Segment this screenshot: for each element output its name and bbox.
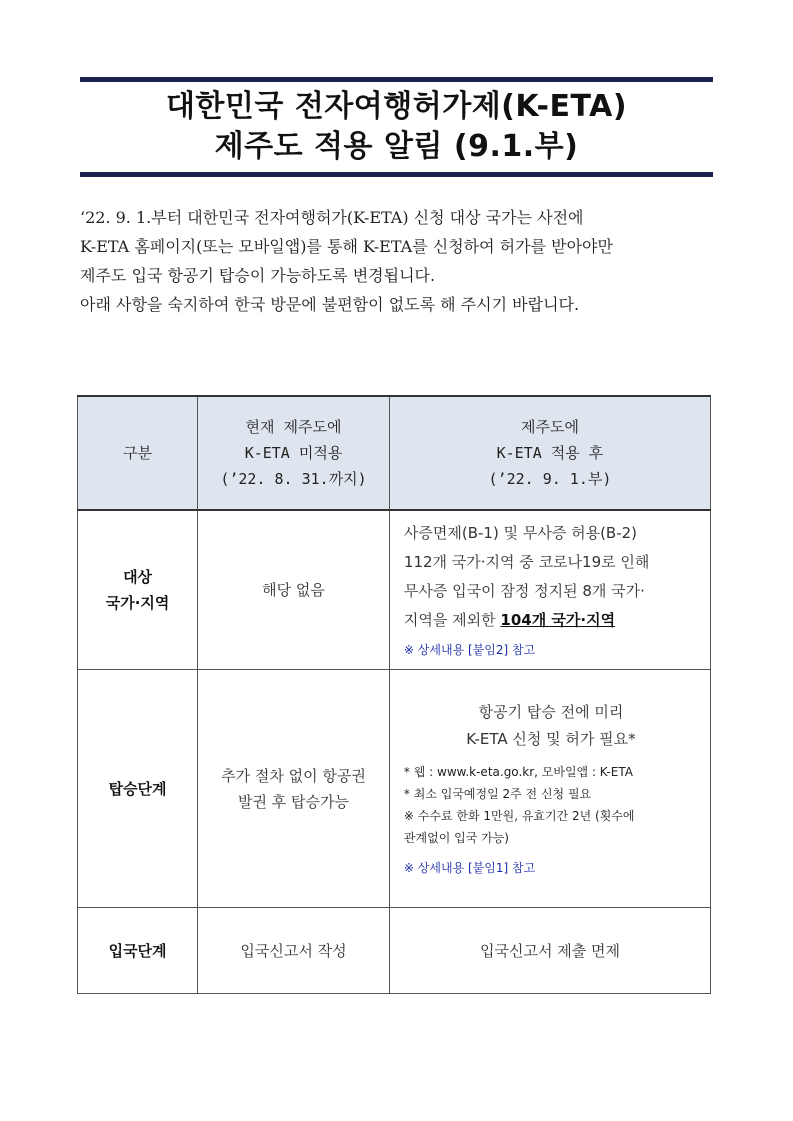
title-block bbox=[80, 77, 713, 177]
attachment1-note: ※ 상세내용 [붙임1] 참고 bbox=[403, 860, 536, 875]
header-line: (’22. 8. 31.까지) bbox=[220, 470, 367, 488]
boarding-current-line: 발권 후 탑승가능 bbox=[238, 792, 349, 811]
intro-line: 제주도 입국 항공기 탑승이 가능하도록 변경됩니다. bbox=[80, 266, 436, 285]
row-label-entry: 입국단계 bbox=[78, 908, 198, 994]
boarding-fee-info: ※ 수수료 한화 1만원, 유효기간 2년 (횟수에 bbox=[403, 808, 635, 823]
header-line: K-ETA 미적용 bbox=[244, 444, 343, 462]
table-header-row bbox=[78, 396, 711, 510]
header-line: (’22. 9. 1.부) bbox=[488, 470, 612, 488]
boarding-apply-deadline: * 최소 입국예정일 2주 전 신청 필요 bbox=[403, 786, 592, 801]
header-current bbox=[198, 396, 390, 510]
table-row-boarding bbox=[78, 670, 711, 908]
boarding-after-main-line: K-ETA 신청 및 허가 필요* bbox=[466, 729, 636, 748]
header-after bbox=[389, 396, 710, 510]
comparison-table bbox=[77, 395, 711, 994]
intro-paragraph-2: 아래 사항을 숙지하여 한국 방문에 불편함이 없도록 해 주시기 바랍니다. bbox=[80, 295, 580, 314]
header-line: 제주도에 bbox=[520, 418, 579, 436]
header-line: K-ETA 적용 후 bbox=[496, 444, 604, 462]
intro-line: K-ETA 홈페이지(또는 모바일앱)를 통해 K-ETA를 신청하여 허가를 받아야만 bbox=[80, 237, 613, 256]
boarding-fee-info-cont: 관계없이 입국 가능) bbox=[403, 830, 509, 845]
target-after-line: 사증면제(B-1) 및 무사증 허용(B-2) bbox=[403, 524, 638, 542]
row-label-line: 대상 bbox=[123, 568, 153, 586]
boarding-web-info: * 웹 : www.k-eta.go.kr, 모바일앱 : K-ETA bbox=[403, 764, 633, 779]
table-row-target-countries bbox=[78, 510, 711, 670]
intro-paragraph-1 bbox=[80, 203, 716, 290]
target-after-line: 112개 국가·지역 중 코로나19로 인해 bbox=[403, 553, 650, 571]
boarding-current-line: 추가 절차 없이 항공권 bbox=[221, 766, 366, 785]
target-after-text: 지역을 제외한 bbox=[403, 611, 501, 629]
intro-text bbox=[80, 203, 716, 319]
header-line: 현재 제주도에 bbox=[245, 418, 342, 436]
target-after-line-last bbox=[404, 606, 698, 635]
target-current-value: 해당 없음 bbox=[198, 510, 390, 670]
page-title-line1: 대한민국 전자여행허가제(K-ETA) bbox=[165, 89, 628, 124]
target-after-line: 무사증 입국이 잠정 정지된 8개 국가· bbox=[403, 582, 645, 600]
target-count-emphasis: 104개 국가·지역 bbox=[500, 611, 616, 629]
row-label-line: 국가·지역 bbox=[105, 594, 170, 612]
boarding-after-main bbox=[404, 699, 698, 753]
row-label-boarding: 탑승단계 bbox=[78, 670, 198, 908]
header-category: 구분 bbox=[78, 396, 198, 510]
boarding-current-value bbox=[198, 670, 390, 908]
boarding-after-value bbox=[389, 670, 710, 908]
title-rule-bottom bbox=[80, 172, 713, 177]
entry-after-value: 입국신고서 제출 면제 bbox=[389, 908, 710, 994]
entry-current-value: 입국신고서 작성 bbox=[198, 908, 390, 994]
boarding-after-main-line: 항공기 탑승 전에 미리 bbox=[478, 702, 624, 721]
intro-line: ‘22. 9. 1.부터 대한민국 전자여행허가(K-ETA) 신청 대상 국가는 사전에 bbox=[80, 208, 584, 227]
target-after-value bbox=[389, 510, 710, 670]
page-title-line2: 제주도 적용 알림 (9.1.부) bbox=[214, 129, 579, 164]
row-label-target bbox=[78, 510, 198, 670]
table-row-entry bbox=[78, 908, 711, 994]
attachment2-note: ※ 상세내용 [붙임2] 참고 bbox=[403, 643, 536, 657]
